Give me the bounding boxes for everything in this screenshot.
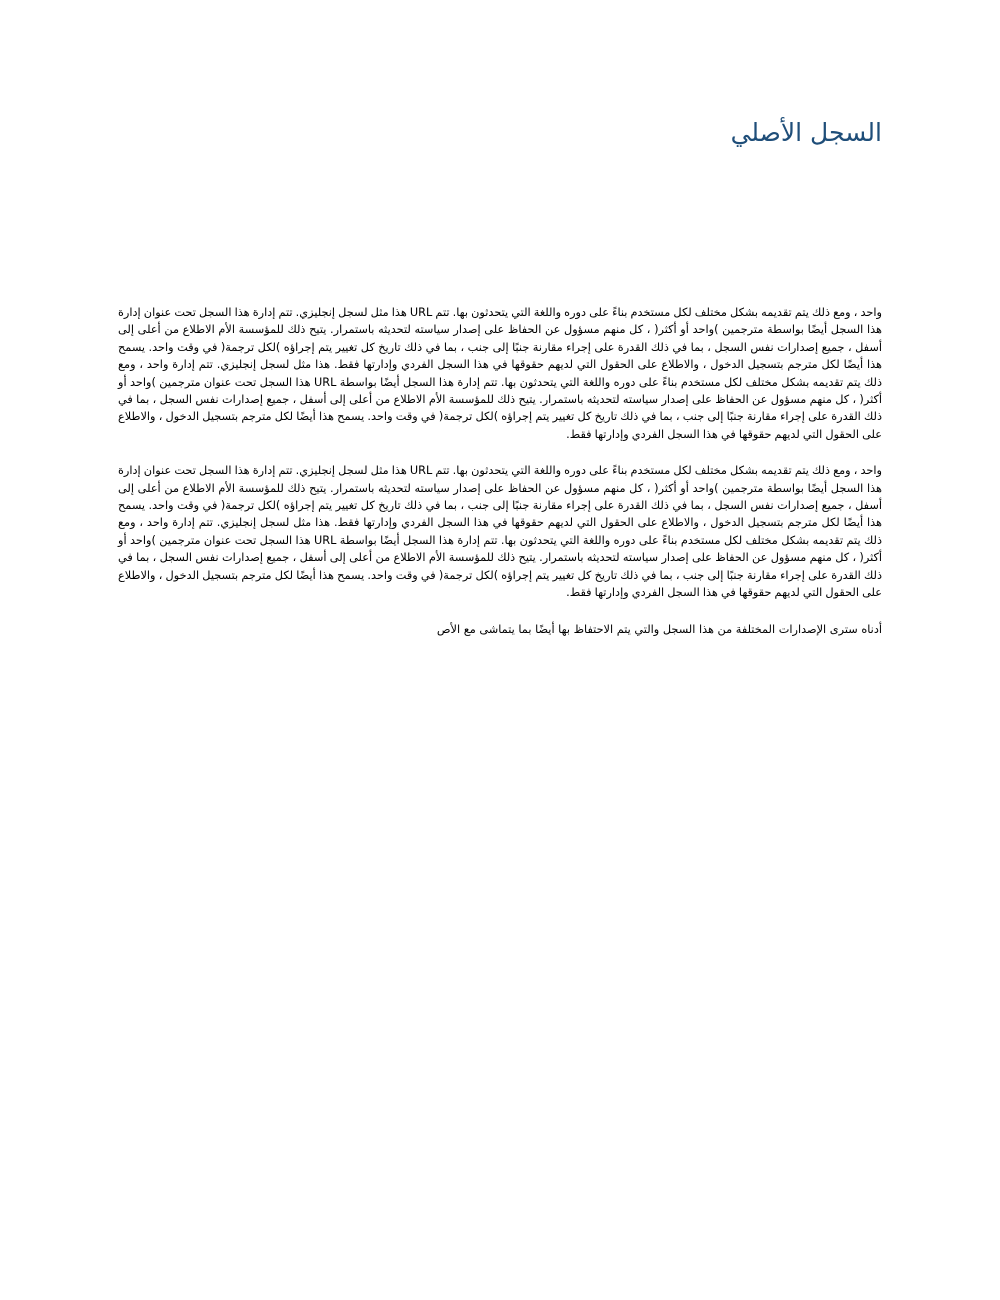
document-title: السجل الأصلي xyxy=(730,118,882,147)
document-body xyxy=(118,304,882,638)
body-paragraph-1: واحد ، ومع ذلك يتم تقديمه بشكل مختلف لكل مستخدم بناءً على دوره واللغة التي يتحدثون بها. تتم URL هذا مثل لسجل إنجليزي. تتم إدارة هذا السجل تحت عنوان إدارة هذا السجل أيضًا بواسطة مترجمين )واحد أو أكثر( ، كل منهم مسؤول عن الحفاظ على إصدار سياسته لتحديثه باستمرار. يتيح ذلك للمؤسسة الأم الاطلاع من أعلى إلى أسفل ، جميع إصدارات نفس السجل ، بما في ذلك القدرة على إجراء مقارنة جنبًا إلى جنب ، بما في ذلك تاريخ كل تغيير يتم إجراؤه )لكل ترجمة( في وقت واحد. يسمح هذا أيضًا لكل مترجم بتسجيل الدخول ، والاطلاع على الحقول التي لديهم حقوقها في هذا السجل الفردي وإدارتها فقط. هذا مثل لسجل إنجليزي. تتم إدارة واحد ، ومع ذلك يتم تقديمه بشكل مختلف لكل مستخدم بناءً على دوره واللغة التي يتحدثون بها. تتم إدارة هذا السجل أيضًا بواسطة URL هذا السجل تحت عنوان مترجمين )واحد أو أكثر( ، كل منهم مسؤول عن الحفاظ على إصدار سياسته لتحديثه باستمرار. يتيح ذلك للمؤسسة الأم الاطلاع من أعلى إلى أسفل ، جميع إصدارات نفس السجل ، بما في ذلك القدرة على إجراء مقارنة جنبًا إلى جنب ، بما في ذلك تاريخ كل تغيير يتم إجراؤه )لكل ترجمة( في وقت واحد. يسمح هذا أيضًا لكل مترجم بتسجيل الدخول ، والاطلاع على الحقول التي لديهم حقوقها في هذا السجل الفردي وإدارتها فقط. xyxy=(118,306,883,441)
closing-note-container xyxy=(118,621,882,638)
body-paragraph-2: واحد ، ومع ذلك يتم تقديمه بشكل مختلف لكل مستخدم بناءً على دوره واللغة التي يتحدثون بها. تتم URL هذا مثل لسجل إنجليزي. تتم إدارة هذا السجل تحت عنوان إدارة هذا السجل أيضًا بواسطة مترجمين )واحد أو أكثر( ، كل منهم مسؤول عن الحفاظ على إصدار سياسته لتحديثه باستمرار. يتيح ذلك للمؤسسة الأم الاطلاع من أعلى إلى أسفل ، جميع إصدارات نفس السجل ، بما في ذلك القدرة على إجراء مقارنة جنبًا إلى جنب ، بما في ذلك تاريخ كل تغيير يتم إجراؤه )لكل ترجمة( في وقت واحد. يسمح هذا أيضًا لكل مترجم بتسجيل الدخول ، والاطلاع على الحقول التي لديهم حقوقها في هذا السجل الفردي وإدارتها فقط. هذا مثل لسجل إنجليزي. تتم إدارة واحد ، ومع ذلك يتم تقديمه بشكل مختلف لكل مستخدم بناءً على دوره واللغة التي يتحدثون بها. تتم إدارة هذا السجل أيضًا بواسطة URL هذا السجل تحت عنوان مترجمين )واحد أو أكثر( ، كل منهم مسؤول عن الحفاظ على إصدار سياسته لتحديثه باستمرار. يتيح ذلك للمؤسسة الأم الاطلاع من أعلى إلى أسفل ، جميع إصدارات نفس السجل ، بما في ذلك القدرة على إجراء مقارنة جنبًا إلى جنب ، بما في ذلك تاريخ كل تغيير يتم إجراؤه )لكل ترجمة( في وقت واحد. يسمح هذا أيضًا لكل مترجم بتسجيل الدخول ، والاطلاع على الحقول التي لديهم حقوقها في هذا السجل الفردي وإدارتها فقط. xyxy=(118,464,883,600)
closing-note: أدناه سترى الإصدارات المختلفة من هذا السجل والتي يتم الاحتفاظ بها أيضًا بما يتماشى مع الأص xyxy=(436,622,882,636)
